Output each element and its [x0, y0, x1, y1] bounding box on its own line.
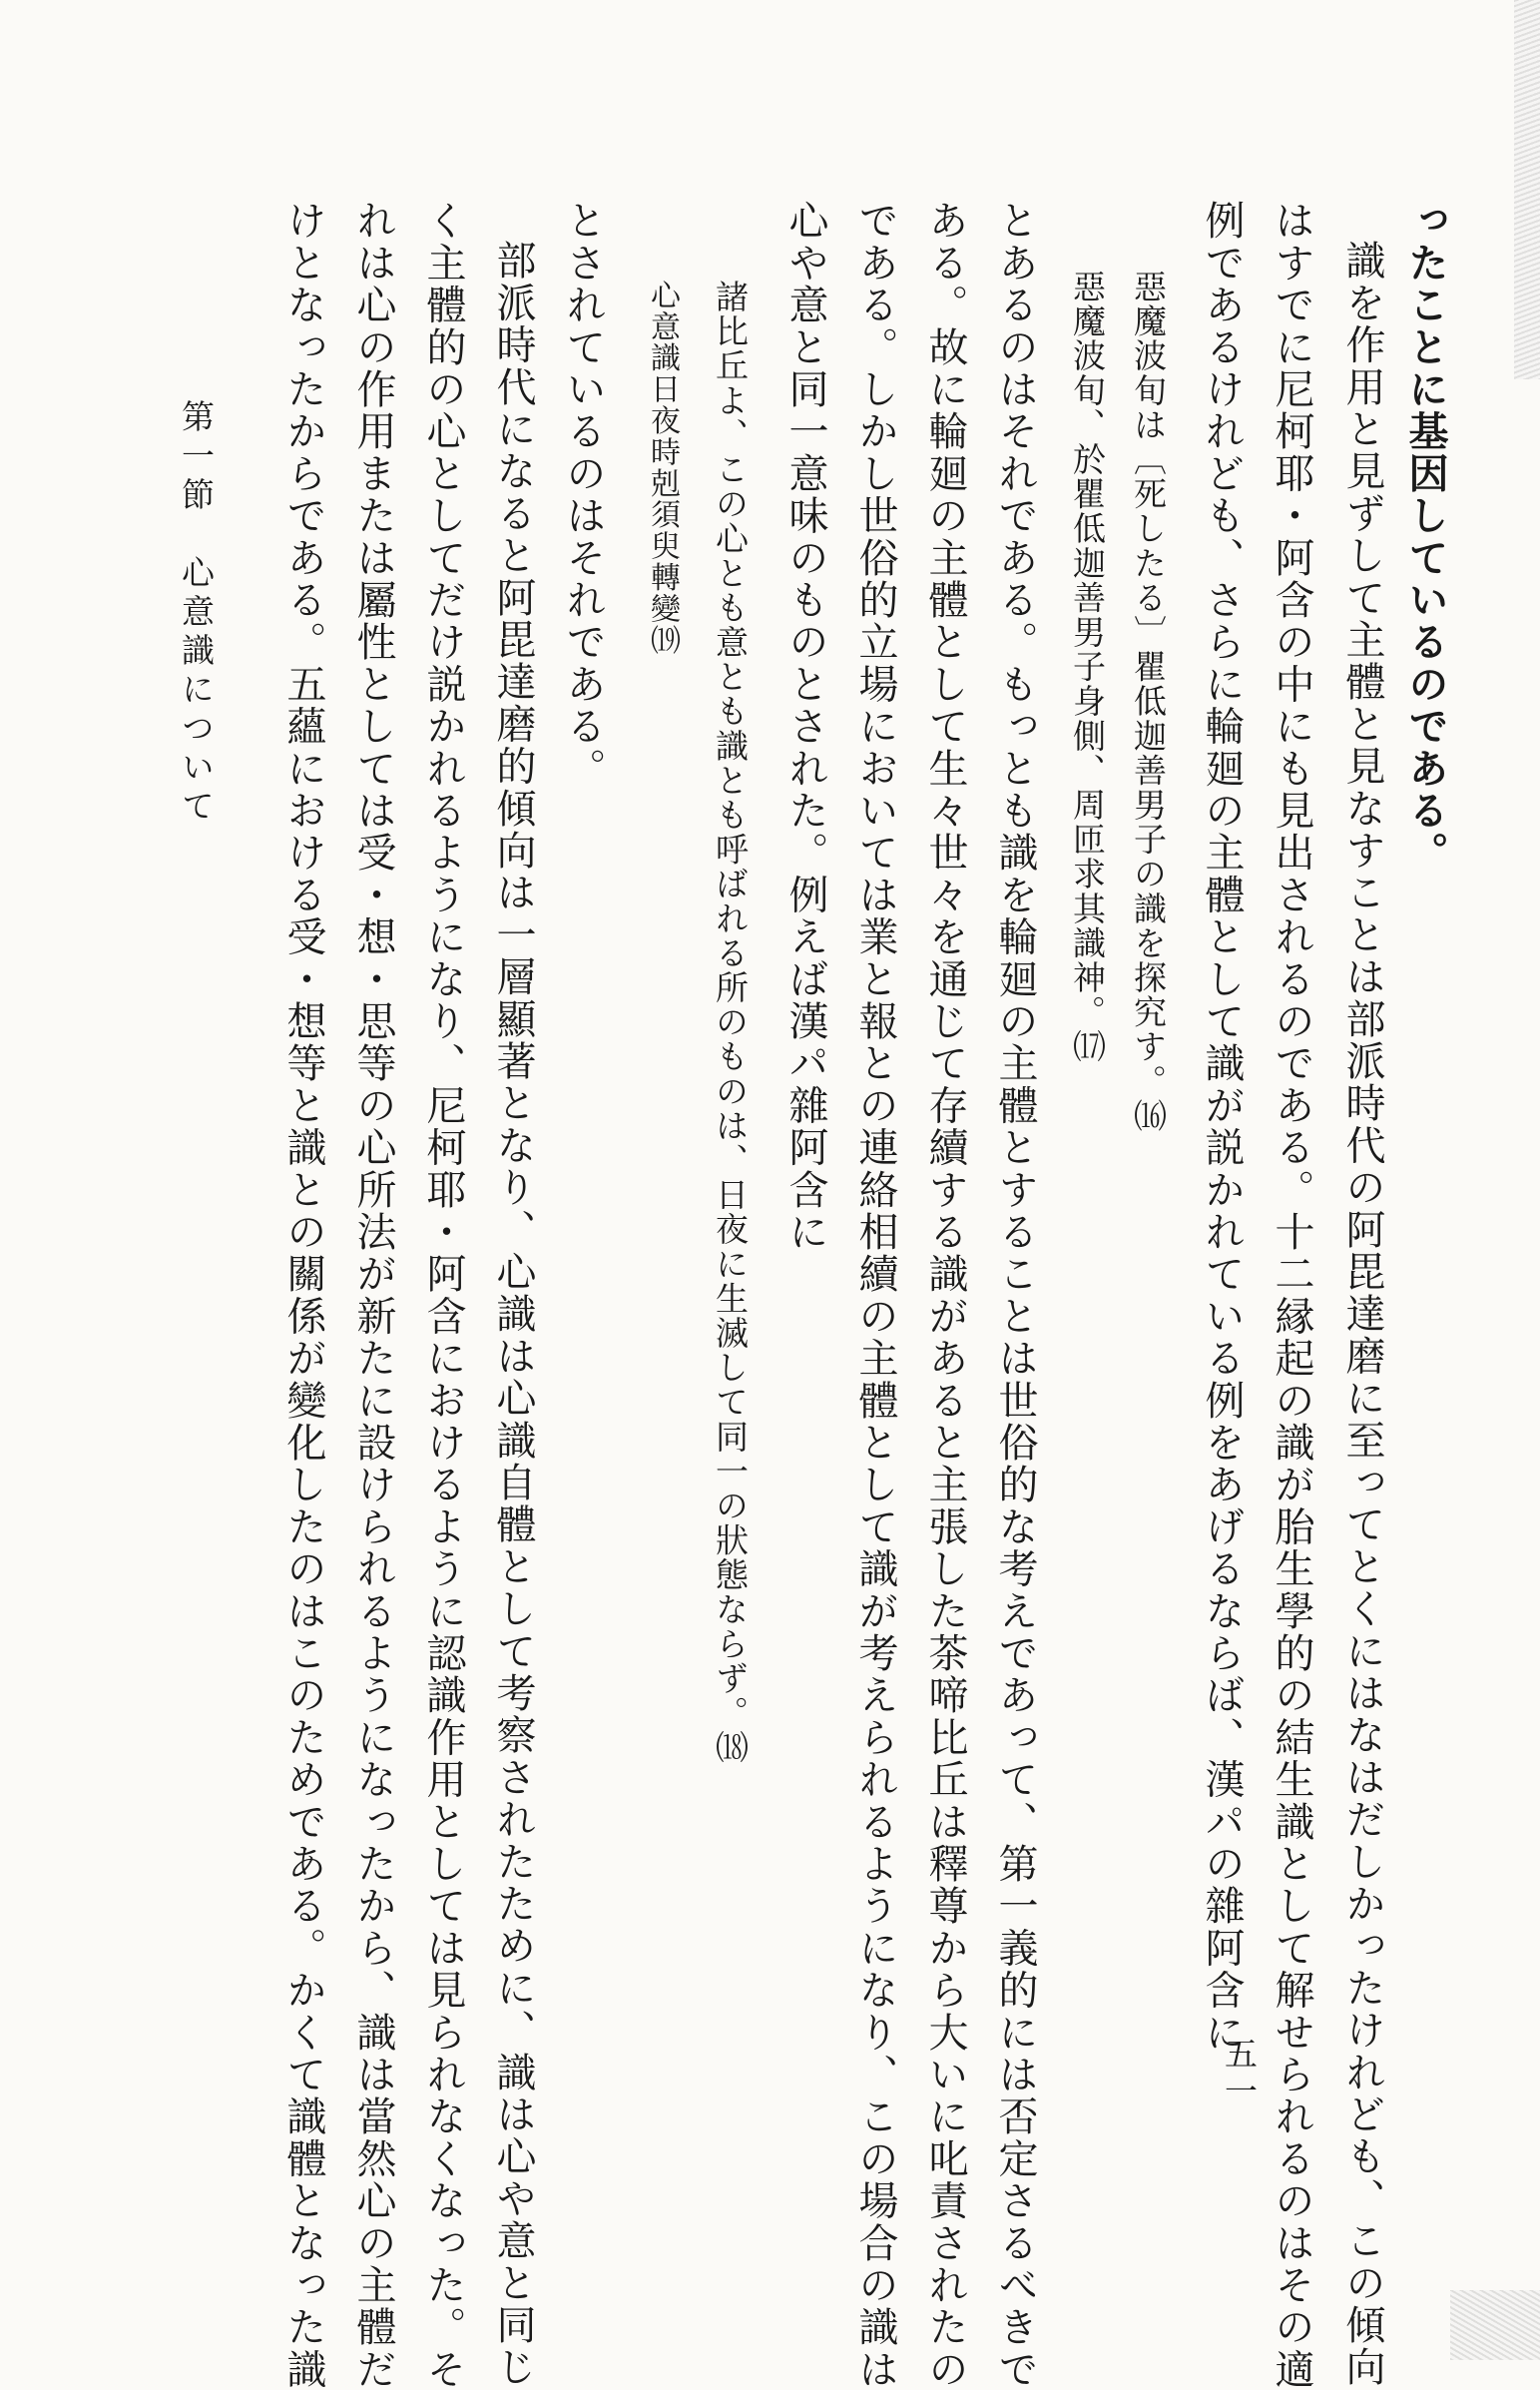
text-column-1: ったことに基因しているのである。 [1402, 200, 1449, 875]
quote-line-17: 惡魔波旬、於瞿低迦善男子身側、周匝求其識神。⒄ [1068, 270, 1107, 1064]
text-column-13: けとなったからである。五蘊における受・想等と識との關係が變化したのはこのためである。かくて識體となった識 [280, 200, 326, 2390]
running-footer: 第一節 心意識について [177, 399, 216, 828]
page-number: 五一 [1220, 2037, 1259, 2110]
text-column-4: 例であるけれども、さらに輪廻の主體として識が説かれている例をあげるならば、漢パの雜阿含に [1199, 200, 1245, 2054]
scan-corner-shadow [1450, 2290, 1540, 2360]
scan-edge-shadow [1514, 0, 1540, 379]
quote-line-16: 惡魔波旬は〔死したる〕瞿低迦善男子の識を探究す。⒃ [1129, 270, 1168, 1133]
text-column-3: はすでに尼柯耶・阿含の中にも見出されるのである。十二縁起の識が胎生學的の結生識として解せられるのはその適 [1269, 200, 1314, 2390]
text-column-6: ある。故に輪廻の主體として生々世々を通じて存續する識があると主張した茶啼比丘は釋尊から大いに叱責されたの [922, 200, 968, 2390]
text-column-7: である。しかし世俗的立場においては業と報との連絡相續の主體として識が考えられるようになり、この場合の識は [852, 200, 898, 2390]
text-column-5: とあるのはそれである。もっとも識を輪廻の主體とすることは世俗的な考えであって、第一義的には否定さるべきで [992, 200, 1038, 2390]
text-column-11: く主體的の心としてだけ説かれるようになり、尼柯耶・阿含におけるように認識作用としては見られなくなった。そ [420, 200, 466, 2390]
quote-line-18: 諸比丘よ、この心とも意とも識とも呼ばれる所のものは、日夜に生滅して同一の狀態ならず。⒅ [711, 280, 750, 1765]
quote-line-19: 心意識日夜時剋須臾轉變⒆ [645, 280, 680, 656]
text-column-10: 部派時代になると阿毘達磨的傾向は一層顯著となり、心識は心識自體として考察されたために、識は心や意と同じ [490, 240, 536, 2389]
text-column-9: とされているのはそれである。 [560, 200, 606, 790]
text-column-12: れは心の作用または屬性としては受・想・思等の心所法が新たに設けられるようになったから、識は當然心の主體だ [350, 200, 396, 2390]
text-column-2: 識を作用と見ずして主體と見なすことは部派時代の阿毘達磨に至ってとくにはなはだしかったけれども、この傾向 [1339, 240, 1385, 2389]
text-column-8: 心や意と同一意味のものとされた。例えば漢パ雜阿含に [782, 200, 828, 1253]
